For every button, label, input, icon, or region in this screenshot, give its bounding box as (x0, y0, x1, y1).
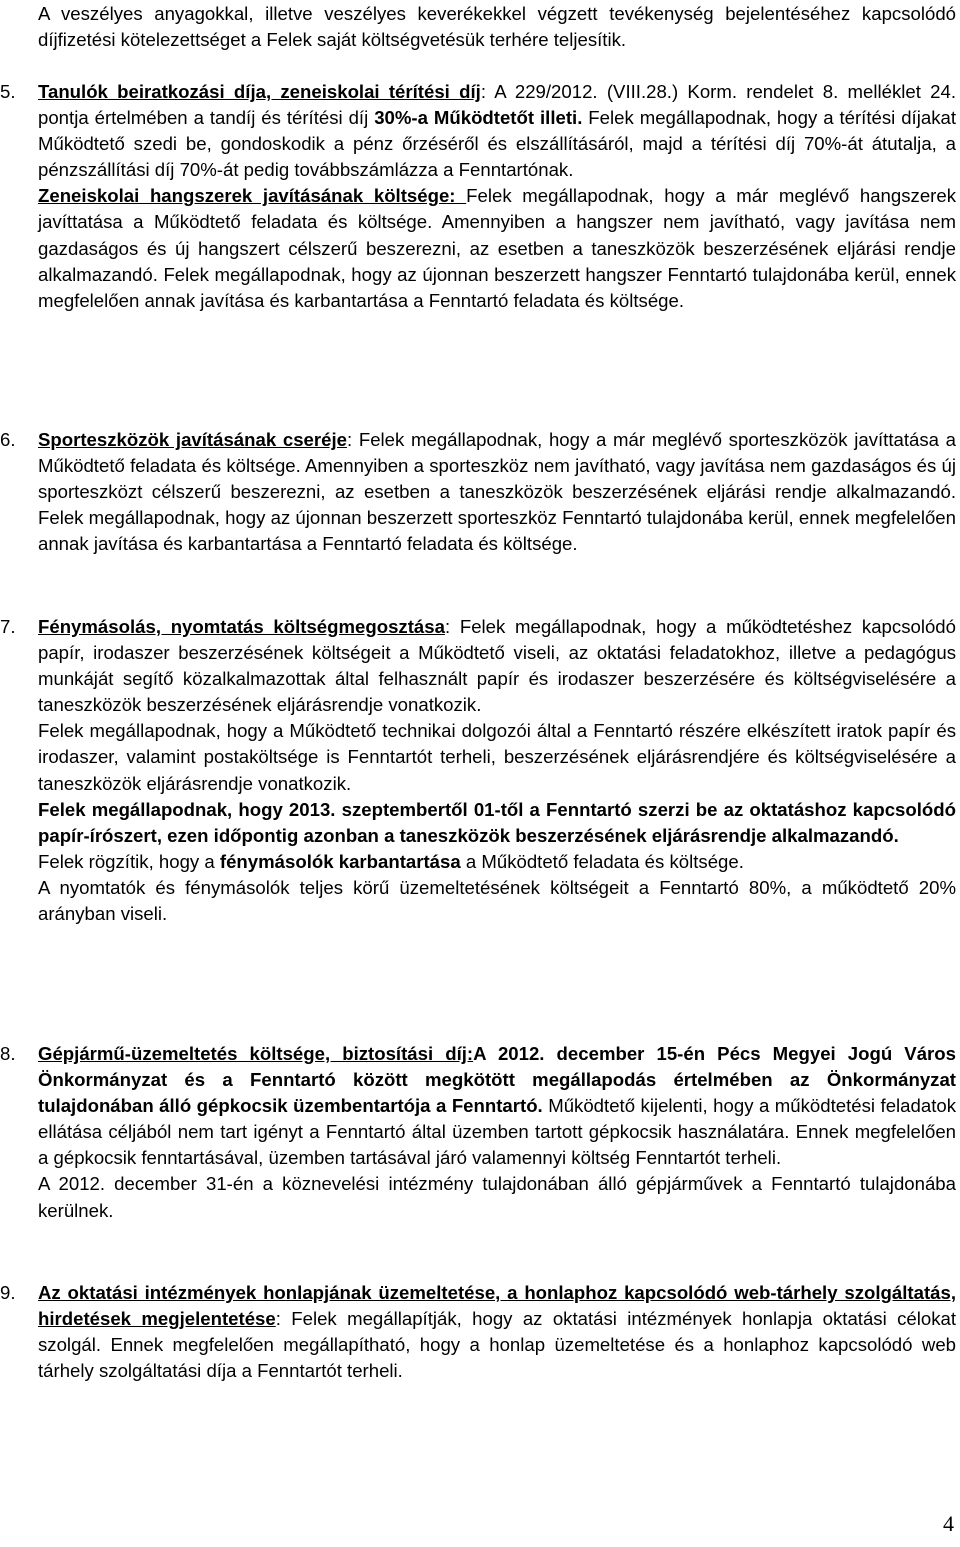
section-6 (0, 427, 958, 557)
page-number: 4 (943, 1511, 954, 1536)
section-7-title: Fénymásolás, nyomtatás költségmegosztása (38, 616, 445, 637)
section-7-paragraph-2: Felek megállapodnak, hogy a Működtető technikai dolgozói által a Fenntartó részére elkészített iratok papír és irodaszer, valamint postaköltsége is Fenntartót terheli, beszerzésének eljárásrendjére és költségviselésére a taneszközök eljárásrendje vonatkozik. (38, 720, 956, 794)
section-8 (0, 1041, 958, 1224)
section-number: 7. (0, 616, 16, 637)
section-5-bold: 30%-a Működtetőt illeti. (374, 107, 583, 129)
section-5-paragraph (38, 79, 956, 183)
section-5-title: Tanulók beiratkozási díja, zeneiskolai térítési díj (38, 81, 481, 102)
section-7-text-4b: a Működtető feladata és költsége. (460, 850, 744, 872)
section-9 (0, 1280, 958, 1384)
section-8-paragraph-1 (38, 1041, 956, 1171)
section-number: 9. (0, 1282, 16, 1303)
section-9-paragraph (38, 1280, 956, 1384)
section-7-bold-text: Felek megállapodnak, hogy 2013. szeptembertől 01-től a Fenntartó szerzi be az oktatáshoz kapcsolódó papír-írószert, ezen időpontig azonban a taneszközök beszerzésének eljárásrendje alkalmazandó. (38, 798, 956, 846)
section-6-text: : Felek megállapodnak, hogy a már meglévő sporteszközök javíttatása a Működtető feladata és költsége. Amennyiben a sporteszköz nem javítható, vagy javítása nem gazdaságos és új sporteszközt célszerű beszerezni, az esetben a taneszközök beszerzésének eljárási rendje alkalmazandó. Felek megállapodnak, hogy az újonnan beszerzett sporteszköz Fenntartó tulajdonába kerül, ennek megfelelően annak javítása és karbantartása a Fenntartó feladata és költsége. (38, 429, 956, 555)
section-7-text-4a: Felek rögzítik, hogy a (38, 850, 220, 872)
section-8-title: Gépjármű-üzemeltetés költsége, biztosítási díj: (38, 1043, 474, 1064)
section-7 (0, 614, 958, 927)
section-7-paragraph-1 (38, 614, 956, 718)
section-8-bold-text: A 2012. december 15-én Pécs Megyei Jogú Város Önkormányzat és a Fenntartó között megkötött megállapodás értelmében az Önkormányzat tulajdonában álló gépkocsik üzembentartója a Fenntartó. (38, 1043, 956, 1117)
section-7-paragraph-5: A nyomtatók és fénymásolók teljes körű üzemeltetésének költségeit a Fenntartó 80%, a működtető 20% arányban viseli. (38, 876, 956, 925)
section-7-text-1: : Felek megállapodnak, hogy a működtetéshez kapcsolódó papír, irodaszer beszerzésének költségeit a Működtető viseli, az oktatási feladatokhoz, illetve a pedagógus munkáját segítő közalkalmazottak által felhasznált papír és irodaszer beszerzésére és költségviselésére a taneszközök beszerzésének eljárásrendje vonatkozik. (38, 616, 956, 716)
section-8-text: Működtető kijelenti, hogy a működtetési feladatok ellátása céljából nem tart igényt a Fenntartó által üzemben tartott gépkocsik használatára. Ennek megfelelően a gépkocsik fenntartásával, üzemben tartásával járó valamennyi költség Fenntartót terheli. (38, 1095, 956, 1169)
section-6-paragraph (38, 427, 956, 557)
section-5 (0, 79, 958, 314)
section-9-title: Az oktatási intézmények honlapjának üzemeltetése, a honlaphoz kapcsolódó web-tárhely szolgáltatás, hirdetések megjelentetése (38, 1282, 956, 1330)
section-5-lead: : A 229/2012. (VIII.28.) Korm. rendelet 8. melléklet 24. pontja értelmében a tandíj és térítési díj (38, 81, 957, 129)
section-5-sub-paragraph (38, 183, 956, 313)
section-6-title: Sporteszközök javításának cseréje (38, 429, 347, 450)
intro-paragraph (38, 1, 956, 53)
section-5-subtitle: Zeneiskolai hangszerek javításának költsége: (38, 185, 467, 207)
section-7-bold-4: fénymásolók karbantartása (219, 850, 461, 872)
section-9-text: : Felek megállapítják, hogy az oktatási intézmények honlapja oktatási célokat szolgál. Ennek megfelelően megállapítható, hogy a honlap üzemeltetése és a honlaphoz kapcsolódó web tárhely szolgáltatási díja a Fenntartót terheli. (38, 1308, 957, 1382)
section-7-paragraph-3 (38, 797, 956, 849)
section-5-rest: Felek megállapodnak, hogy a térítési díjakat Működtető szedi be, gondoskodik a pénz őrzéséről és elszállításáról, majd a térítési díj 70%-át átutalja, a pénzszállítási díj 70%-át pedig továbbszámlázza a Fenntartónak. (38, 107, 956, 181)
section-number: 5. (0, 81, 16, 102)
section-8-paragraph-2: A 2012. december 31-én a köznevelési intézmény tulajdonában álló gépjárművek a Fenntartó tulajdonába kerülnek. (38, 1173, 956, 1221)
section-number: 8. (0, 1043, 16, 1064)
section-7-paragraph-4 (38, 849, 956, 875)
section-number: 6. (0, 429, 16, 450)
section-5-subtext: Felek megállapodnak, hogy a már meglévő hangszerek javíttatása a Működtető feladata és költsége. Amennyiben a hangszer nem javítható, vagy javítása nem gazdaságos és új hangszert célszerű beszerezni, az esetben a taneszközök beszerzésének eljárási rendje alkalmazandó. Felek megállapodnak, hogy az újonnan beszerzett hangszer Fenntartó tulajdonába kerül, ennek megfelelően annak javítása és karbantartása a Fenntartó feladata és költsége. (38, 185, 956, 311)
intro-text: A veszélyes anyagokkal, illetve veszélyes keverékekkel végzett tevékenység bejelentéséhez kapcsolódó díjfizetési kötelezettséget a Felek saját költségvetésük terhére teljesítik. (38, 3, 956, 51)
